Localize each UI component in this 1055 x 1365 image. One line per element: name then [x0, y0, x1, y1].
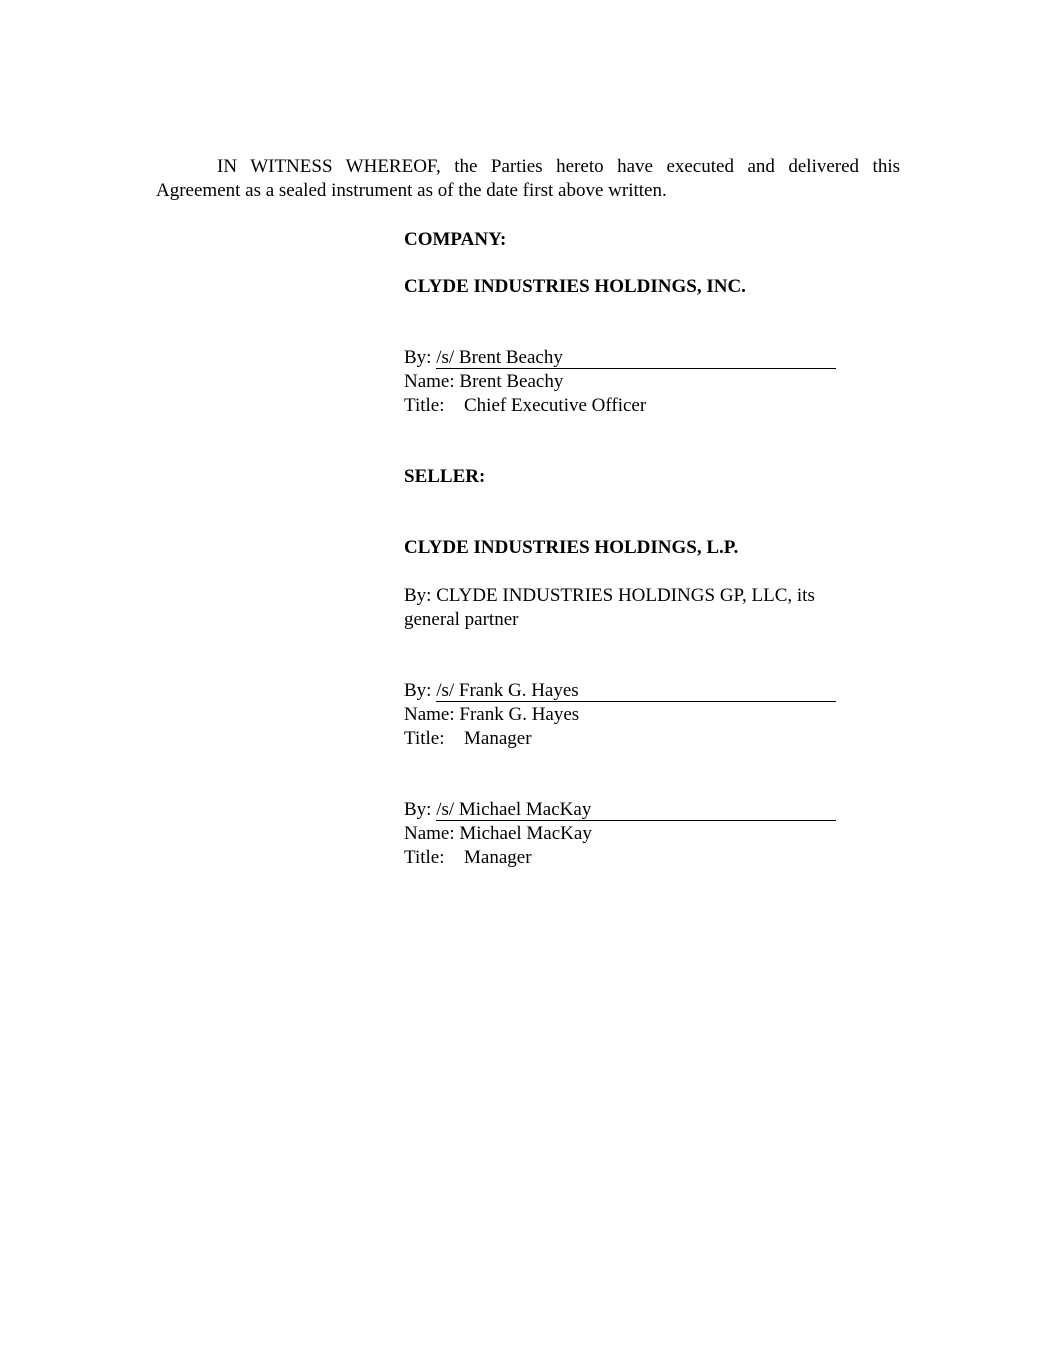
- signer-name: Brent Beachy: [459, 371, 564, 392]
- signature-line: [404, 346, 874, 370]
- seller-signature-block-2: [404, 798, 874, 870]
- signer-title: Manager: [464, 728, 532, 749]
- signer-name-line: [404, 370, 874, 394]
- signature: /s/ Brent Beachy: [436, 348, 836, 369]
- title-label: Title:: [404, 847, 445, 868]
- name-label: Name:: [404, 823, 455, 844]
- signer-name-line: [404, 822, 874, 846]
- title-label: Title:: [404, 728, 445, 749]
- signature: /s/ Michael MacKay: [436, 800, 836, 821]
- company-entity-name: CLYDE INDUSTRIES HOLDINGS, INC.: [404, 276, 746, 297]
- by-label: By:: [404, 799, 432, 820]
- name-label: Name:: [404, 371, 455, 392]
- company-signature-block: [404, 346, 874, 418]
- seller-signature-block-1: [404, 679, 874, 751]
- by-label: By:: [404, 347, 432, 368]
- signer-title-line: [404, 727, 874, 751]
- signature-line: [404, 679, 874, 703]
- name-label: Name:: [404, 704, 455, 725]
- seller-entity-name: CLYDE INDUSTRIES HOLDINGS, L.P.: [404, 537, 739, 558]
- signer-name: Frank G. Hayes: [459, 704, 580, 725]
- general-partner-line: By: CLYDE INDUSTRIES HOLDINGS GP, LLC, its general partner: [404, 585, 815, 630]
- witness-clause: IN WITNESS WHEREOF, the Parties hereto have executed and delivered this Agreement as a sealed instrument as of the date first above written.: [156, 156, 900, 201]
- signature: /s/ Frank G. Hayes: [436, 681, 836, 702]
- title-label: Title:: [404, 395, 445, 416]
- signer-title-line: [404, 394, 874, 418]
- signer-title: Manager: [464, 847, 532, 868]
- by-label: By:: [404, 680, 432, 701]
- company-label: COMPANY:: [404, 229, 507, 250]
- signer-name-line: [404, 703, 874, 727]
- signer-name: Michael MacKay: [459, 823, 592, 844]
- seller-label: SELLER:: [404, 466, 486, 487]
- signer-title-line: [404, 846, 874, 870]
- signature-line: [404, 798, 874, 822]
- signer-title: Chief Executive Officer: [464, 395, 647, 416]
